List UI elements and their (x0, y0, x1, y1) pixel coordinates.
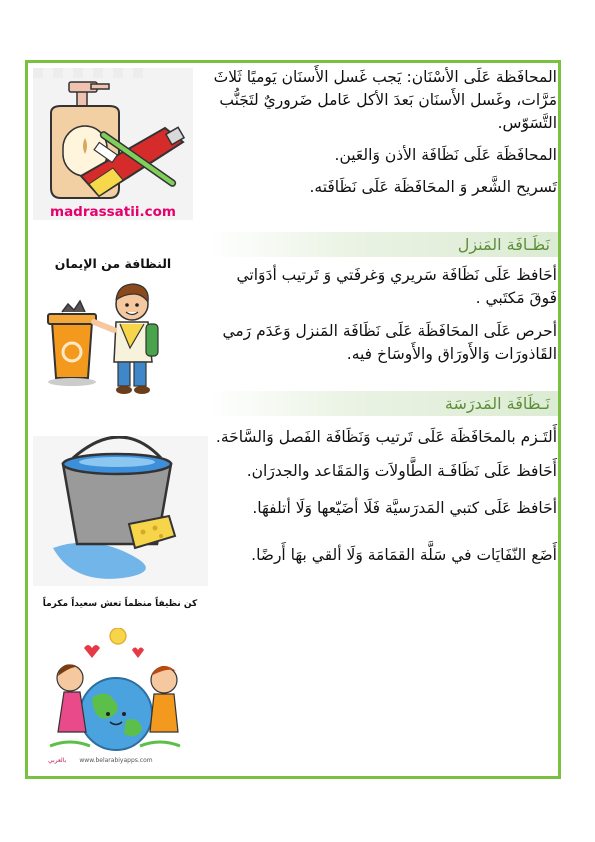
text-column-home (210, 264, 557, 366)
soap-toothpaste-illustration (33, 68, 193, 220)
school-heading: نَـظَافَة المَدرَسَة (210, 391, 558, 416)
home-heading: نَظَـافَة المَنزل (210, 232, 558, 257)
boy-trash-bin-illustration (38, 282, 168, 400)
home-paragraph-2: أحرص عَلَى المحَافَظَة عَلَى نَظَافَة المَنزل وَعَدَم رَمي القَاذورَات وَالأَورَاق والأَوسَاخ فيه. (222, 322, 557, 363)
watermark-text: madrassatii.com (50, 204, 176, 220)
school-paragraph-3: أحَافظ عَلَى كتبي المَدرَسيَّة فَلَا أضَيّعها وَلَا أتلفهَا. (252, 499, 557, 517)
credit-logo: بالعربي (48, 757, 67, 764)
text-column-top (210, 66, 557, 199)
paragraph-teeth: المحافَظة عَلَى الأسْنَان: يَجب غَسل الأَسنَان يَوميًا ثَلاثَ مَرَّات، وغَسل الأَسنَان بَعدَ الأكل عَامل ضَروريٌ لتَجَنُّب التَّسَوّس. (213, 68, 557, 132)
paragraph-hair: تَسريح الشَّعر وَ المحَافَظَة عَلَى نَظَافَته. (309, 178, 557, 196)
school-paragraph-2: أَحَافظ عَلَى نَظَافَـة الطَّاولاَت وَالمَقَاعد والجدرَان. (246, 462, 557, 480)
caption-be-clean: كن نظيفاً منظماً تعش سعيداً مكرماً (42, 599, 198, 609)
school-paragraph-1: أَلتَـزم بالمحَافَظَة عَلَى تَرتيب وَنَظَافَة الفَصل وَالسَّاحَة. (215, 428, 557, 446)
kids-earth-illustration (40, 628, 192, 770)
credit-url: www.belarabiyapps.com (79, 757, 153, 764)
caption-cleanliness-faith: النظافة من الإيمان (54, 256, 172, 271)
bucket-sponge-illustration (33, 436, 208, 586)
paragraph-ears-eyes: المحافَظَة عَلَى نَظَافَة الأذن وَالعَين. (334, 146, 557, 164)
text-column-school (210, 426, 557, 567)
home-paragraph-1: أحَافظ عَلَى نَظَافَة سَريري وَغرفَتي وَ تَرتيب أدَوَاتي فَوقَ مَكتَبي . (236, 266, 557, 307)
school-paragraph-4: أَضَع النّفَايَات في سَلَّة القمَامَة وَلَا ألقي بهَا أَرضًا. (251, 546, 557, 564)
